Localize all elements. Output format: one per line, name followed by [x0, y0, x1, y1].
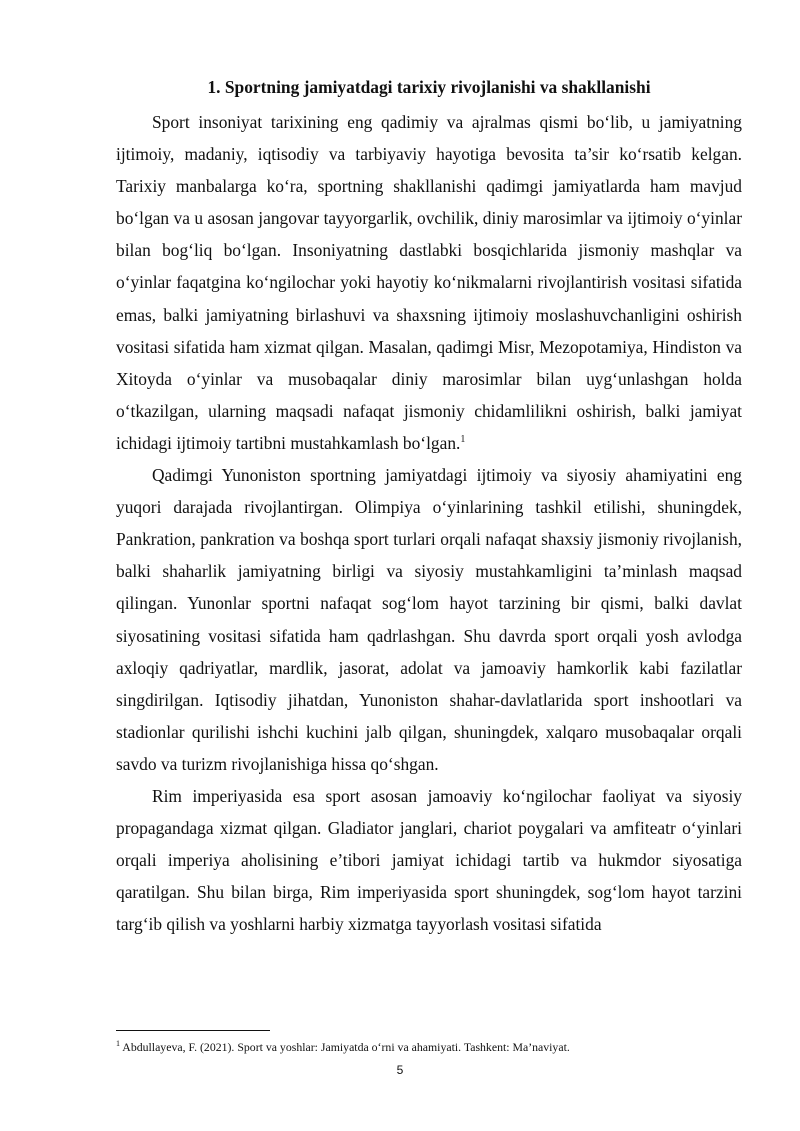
page-number: 5: [396, 1063, 404, 1077]
footnote: [116, 1040, 742, 1055]
footnote-text: Abdullayeva, F. (2021). Sport va yoshlar: Jamiyatda o‘rni va ahamiyati. Tashkent: Ma’naviyat.: [120, 1040, 570, 1054]
footnote-marker: 1: [116, 1039, 120, 1049]
footnote-separator: [116, 1030, 270, 1031]
paragraph-1-text: Sport insoniyat tarixining eng qadimiy va ajralmas qismi bo‘lib, u jamiyatning ijtimoiy, madaniy, iqtisodiy va tarbiyaviy hayotiga bevosita ta’sir ko‘rsatib kelgan. Tarixiy manbalarga ko‘ra, sportning shakllanishi qadimgi jamiyatlarda ham mavjud bo‘lgan va u asosan jangovar tayyorgarlik, ovchilik, diniy marosimlar va ijtimoiy o‘yinlar bilan bog‘liq bo‘lgan. Insoniyatning dastlabki bosqichlarida jismoniy mashqlar va o‘yinlar faqatgina ko‘ngilochar yoki hayotiy ko‘nikmalarni rivojlantirish vositasi sifatida emas, balki jamiyatning birlashuvi va shaxsning ijtimoiy moslashuvchanligini oshirish vositasi sifatida ham xizmat qilgan. Masalan, qadimgi Misr, Mezopotamiya, Hindiston va Xitoyda o‘yinlar va musobaqalar diniy marosimlar bilan uyg‘unlashgan holda o‘tkazilgan, ularning maqsadi nafaqat jismoniy chidamlilikni oshirish, balki jamiyat ichidagi ijtimoiy tartibni mustahkamlash bo‘lgan.: [116, 112, 742, 453]
footnote-reference[interactable]: 1: [460, 434, 466, 446]
page-body: [116, 72, 742, 940]
paragraph-2: [116, 459, 742, 780]
paragraph-3-text: Rim imperiyasida esa sport asosan jamoaviy ko‘ngilochar faoliyat va siyosiy propagandaga xizmat qilgan. Gladiator janglari, chariot poygalari va amfiteatr o‘yinlari orqali imperiya aholisining e’tibori jamiyat ichidagi tartib va hukmdor siyosatiga qaratilgan. Shu bilan birga, Rim imperiyasida sport shuningdek, sog‘lom hayot tarzini targ‘ib qilish va yoshlarni harbiy xizmatga tayyorlash vositasi sifatida: [116, 785, 742, 935]
paragraph-2-text: Qadimgi Yunoniston sportning jamiyatdagi ijtimoiy va siyosiy ahamiyatini eng yuqori darajada rivojlantirgan. Olimpiya o‘yinlarining tashkil etilishi, shuningdek, Pankration, pankration va boshqa sport turlari orqali nafaqat shaxsiy jismoniy rivojlanish, balki shaharlik jamiyatning birligi va siyosiy mustahkamligini ta’minlash maqsad qilingan. Yunonlar sportni nafaqat sog‘lom hayot tarzining bir qismi, balki davlat siyosatining vositasi sifatida ham qadrlashgan. Shu davrda sport orqali yosh avlodga axloqiy qadriyatlar, mardlik, jasorat, adolat va jamoaviy hamkorlik kabi fazilatlar singdirilgan. Iqtisodiy jihatdan, Yunoniston shahar-davlatlarida sport inshootlari va stadionlar qurilishi ishchi kuchini jalb qilgan, shuningdek, xalqaro musobaqalar orqali savdo va turizm rivojlanishiga hissa qo‘shgan.: [116, 465, 742, 774]
paragraph-1: [116, 106, 742, 459]
paragraph-3: [116, 780, 742, 940]
section-title: 1. Sportning jamiyatdagi tarixiy rivojlanishi va shakllanishi: [207, 77, 651, 97]
